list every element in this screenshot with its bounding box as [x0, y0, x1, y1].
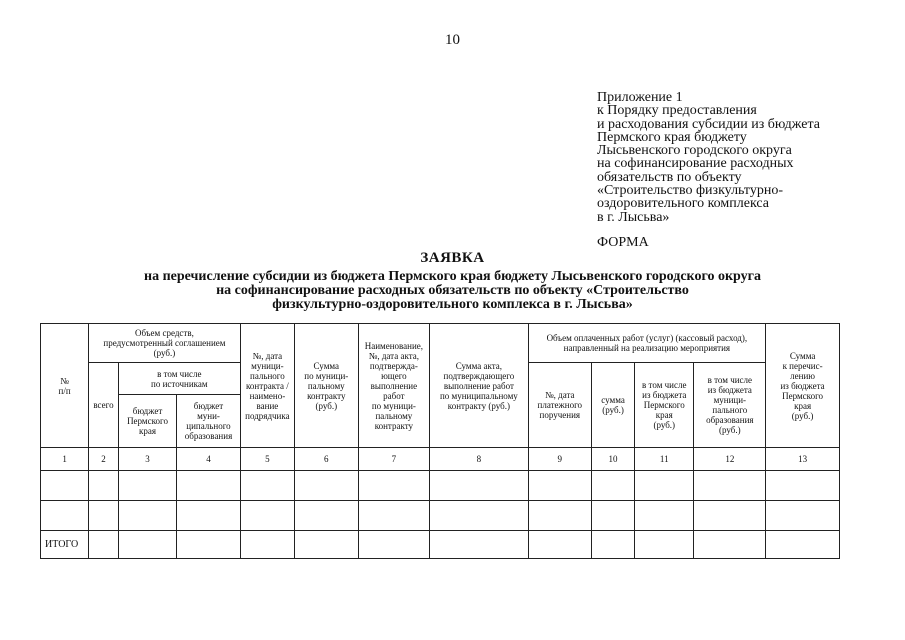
column-number: 11	[635, 448, 694, 471]
table-cell	[295, 501, 359, 531]
table-cell	[528, 501, 592, 531]
form-label: ФОРМА	[597, 235, 649, 250]
appendix-line: на софинансирование расходных	[597, 156, 794, 172]
table-cell	[89, 471, 119, 501]
request-form-table	[40, 323, 840, 559]
table-cell	[295, 531, 359, 559]
header-contract-sum: Сумма по муници- пальному контракту (руб.)	[295, 324, 359, 448]
subtitle-line: на софинансирование расходных обязательств по объекту «Строительство	[216, 283, 689, 298]
column-number: 8	[430, 448, 528, 471]
table-cell	[118, 471, 176, 501]
table-cell	[118, 531, 176, 559]
header-act-sum: Сумма акта, подтверждающего выполнение работ по муниципальному контракту (руб.)	[430, 324, 528, 448]
appendix-line: Приложение 1	[597, 90, 683, 105]
appendix-line: «Строительство физкультурно-	[597, 183, 783, 199]
appendix-line: в г. Лысьва»	[597, 209, 670, 225]
appendix-line: оздоровительного комплекса	[597, 196, 770, 212]
appendix-line: Лысьвенского городского округа	[597, 143, 792, 159]
table-cell	[177, 471, 241, 501]
table-cell	[177, 501, 241, 531]
appendix-line: обязательств по объекту	[597, 169, 742, 185]
table-cell	[358, 471, 430, 501]
table-cell	[177, 531, 241, 559]
header-transfer-sum: Сумма к перечис- лению из бюджета Пермского края (руб.)	[766, 324, 840, 448]
header-paid-sum: сумма (руб.)	[592, 363, 635, 448]
table-cell	[592, 531, 635, 559]
header-row-number: № п/п	[41, 324, 89, 448]
header-paid-municipal: в том числе из бюджета муници- пального образования (руб.)	[694, 363, 766, 448]
total-row	[41, 531, 840, 559]
table-cell	[528, 471, 592, 501]
header-municipal-budget: бюджет муни- ципального образования	[177, 395, 241, 448]
column-number: 4	[177, 448, 241, 471]
header-act: Наименование, №, дата акта, подтвержда- ющего выполнение работ по муници- пальному контракту	[358, 324, 430, 448]
table-cell	[240, 471, 294, 501]
table-cell	[430, 471, 528, 501]
table-cell	[766, 501, 840, 531]
column-number: 6	[295, 448, 359, 471]
column-number: 13	[766, 448, 840, 471]
column-number: 7	[358, 448, 430, 471]
appendix-line: и расходования субсидии из бюджета	[597, 116, 820, 132]
appendix-block	[597, 91, 897, 224]
table-cell	[240, 501, 294, 531]
column-number: 2	[89, 448, 119, 471]
table-cell	[41, 501, 89, 531]
column-number: 12	[694, 448, 766, 471]
subtitle-line: на перечисление субсидии из бюджета Пермского края бюджету Лысьвенского городского округа	[144, 269, 761, 284]
table-cell	[592, 501, 635, 531]
column-number: 1	[41, 448, 89, 471]
table-cell	[358, 501, 430, 531]
page-number: 10	[445, 32, 460, 48]
appendix-line: к Порядку предоставления	[597, 103, 757, 119]
header-payment-order: №, дата платежного поручения	[528, 363, 592, 448]
document-subtitle	[0, 270, 905, 312]
table-row	[41, 501, 840, 531]
header-including-sources: в том числе по источникам	[118, 363, 240, 395]
table-row	[41, 471, 840, 501]
table-cell	[89, 531, 119, 559]
table-cell	[295, 471, 359, 501]
table-cell	[528, 531, 592, 559]
table-cell	[358, 531, 430, 559]
table-cell	[89, 501, 119, 531]
table-cell	[41, 471, 89, 501]
column-number: 10	[592, 448, 635, 471]
header-paid-regional: в том числе из бюджета Пермского края (руб.)	[635, 363, 694, 448]
table-cell	[766, 531, 840, 559]
header-agreement-funds: Объем средств, предусмотренный соглашением (руб.)	[89, 324, 241, 363]
total-label: ИТОГО	[41, 531, 89, 559]
document-title: ЗАЯВКА	[420, 250, 485, 266]
column-number: 9	[528, 448, 592, 471]
header-paid-works: Объем оплаченных работ (услуг) (кассовый расход), направленный на реализацию мероприятия	[528, 324, 766, 363]
table-cell	[635, 531, 694, 559]
table-cell	[694, 501, 766, 531]
table-cell	[694, 531, 766, 559]
appendix-line: Пермского края бюджету	[597, 129, 747, 145]
column-number: 5	[240, 448, 294, 471]
table-cell	[635, 471, 694, 501]
header-contract: №, дата муници- пального контракта / наимено- вание подрядчика	[240, 324, 294, 448]
table-cell	[694, 471, 766, 501]
column-number: 3	[118, 448, 176, 471]
table-cell	[430, 501, 528, 531]
table-cell	[592, 471, 635, 501]
subtitle-line: физкультурно-оздоровительного комплекса в г. Лысьва»	[272, 297, 633, 312]
header-regional-budget: бюджет Пермского края	[118, 395, 176, 448]
table-cell	[766, 471, 840, 501]
table-cell	[240, 531, 294, 559]
table-cell	[118, 501, 176, 531]
header-total: всего	[89, 363, 119, 448]
table-cell	[430, 531, 528, 559]
table-cell	[635, 501, 694, 531]
